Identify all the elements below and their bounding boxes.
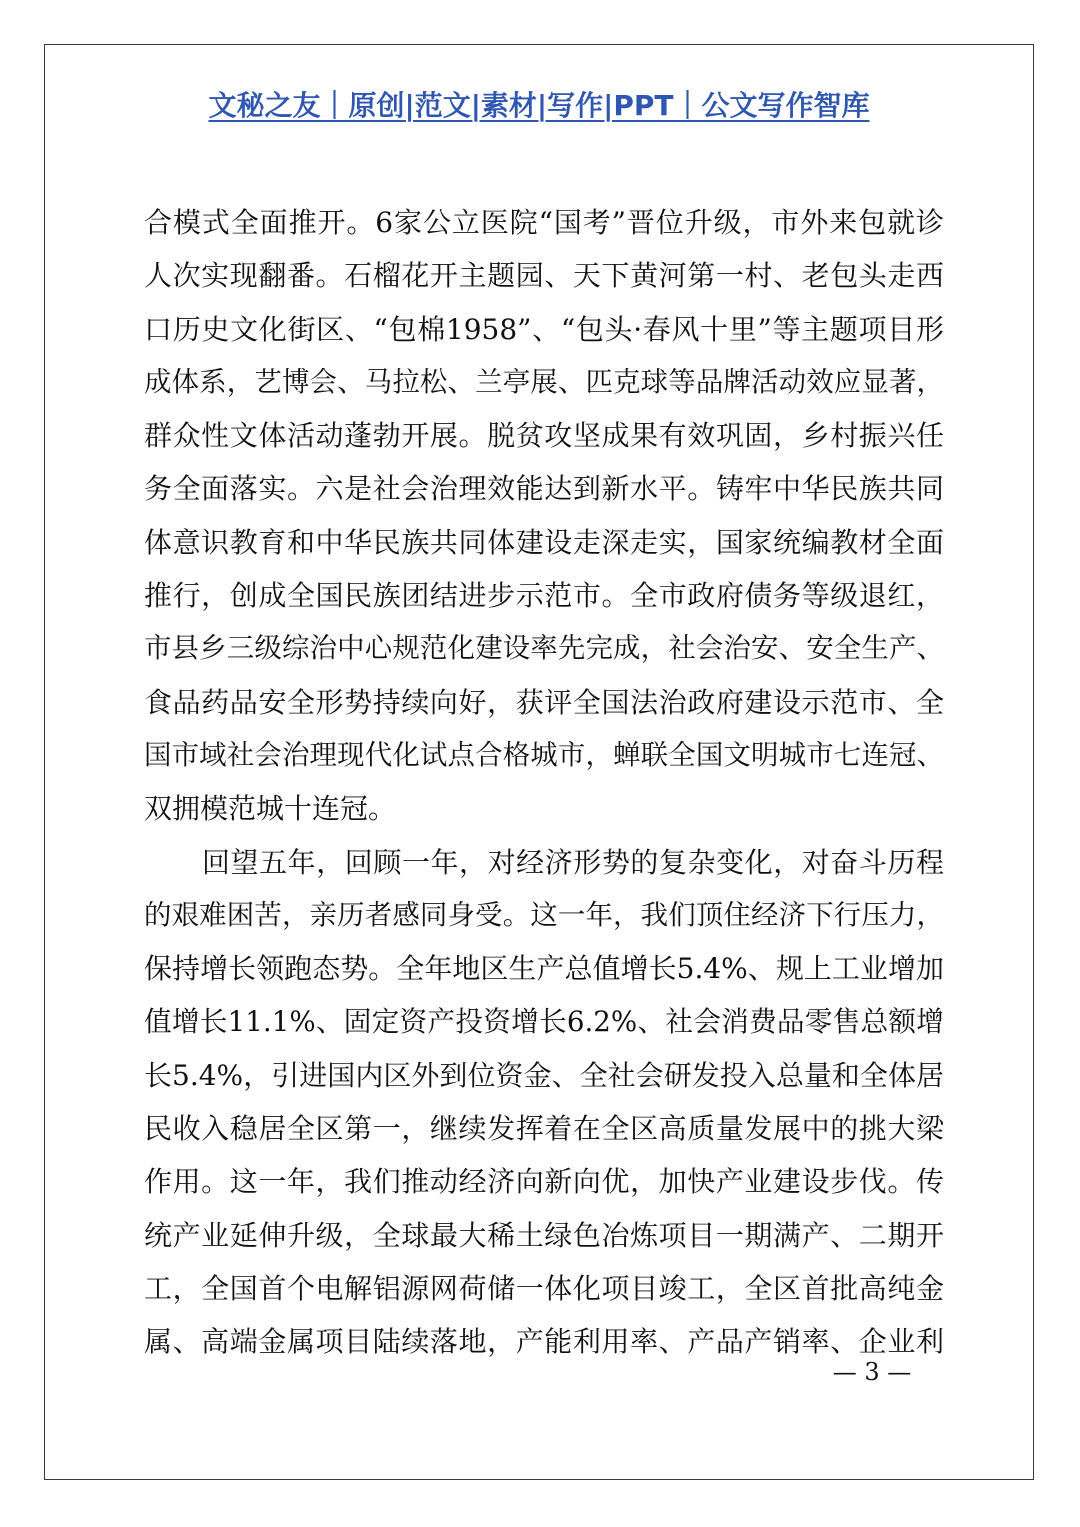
text-line: 统产业延伸升级，全球最大稀土绿色冶炼项目一期满产、二期开: [144, 1218, 944, 1252]
text-line: 成体系，艺博会、马拉松、兰亭展、匹克球等品牌活动效应显著，: [144, 366, 944, 398]
text-line: 的艰难困苦，亲历者感同身受。这一年，我们顶住经济下行压力，: [144, 899, 944, 931]
text-line: 口历史文化街区、“包棉1958”、“包头·春风十里”等主题项目形: [144, 312, 944, 346]
text-line: 工，全国首个电解铝源网荷储一体化项目竣工，全区首批高纯金: [144, 1271, 944, 1305]
text-line: 国市域社会治理现代化试点合格城市，蝉联全国文明城市七连冠、: [144, 739, 944, 771]
text-line: 值增长11.1%、固定资产投资增长6.2%、社会消费品零售总额增: [144, 1005, 944, 1039]
text-line: 推行，创成全国民族团结进步示范市。全市政府债务等级退红，: [144, 579, 944, 613]
text-line: 市县乡三级综治中心规范化建设率先完成，社会治安、安全生产、: [144, 633, 944, 665]
paragraph-first-line: 回望五年，回顾一年，对经济形势的复杂变化，对奋斗历程: [202, 845, 944, 879]
text-line: 体意识教育和中华民族共同体建设走深走实，国家统编教材全面: [144, 525, 944, 559]
document-body: [144, 196, 944, 1369]
text-line: 属、高端金属项目陆续落地，产能利用率、产品产销率、企业利: [144, 1325, 944, 1359]
text-line: 群众性文体活动蓬勃开展。脱贫攻坚成果有效巩固，乡村振兴任: [144, 419, 944, 453]
text-line: 合模式全面推开。6家公立医院“国考”晋位升级，市外来包就诊: [144, 206, 944, 239]
text-line: 食品药品安全形势持续向好，获评全国法治政府建设示范市、全: [144, 685, 944, 719]
text-line: 务全面落实。六是社会治理效能达到新水平。铸牢中华民族共同: [144, 472, 944, 506]
text-line: 双拥模范城十连冠。: [144, 792, 397, 826]
text-line: 作用。这一年，我们推动经济向新向优，加快产业建设步伐。传: [144, 1165, 944, 1199]
text-line: 保持增长领跑态势。全年地区生产总值增长5.4%、规上工业增加: [144, 952, 944, 986]
text-line: 长5.4%，引进国内区外到位资金、全社会研发投入总量和全体居: [144, 1058, 944, 1092]
page-number: — 3 —: [832, 1358, 912, 1386]
text-line: 人次实现翻番。石榴花开主题园、天下黄河第一村、老包头走西: [144, 259, 944, 293]
text-line: 民收入稳居全区第一，继续发挥着在全区高质量发展中的挑大梁: [144, 1112, 944, 1146]
document-header: 文秘之友｜原创|范文|素材|写作|PPT｜公文写作智库: [208, 89, 870, 122]
